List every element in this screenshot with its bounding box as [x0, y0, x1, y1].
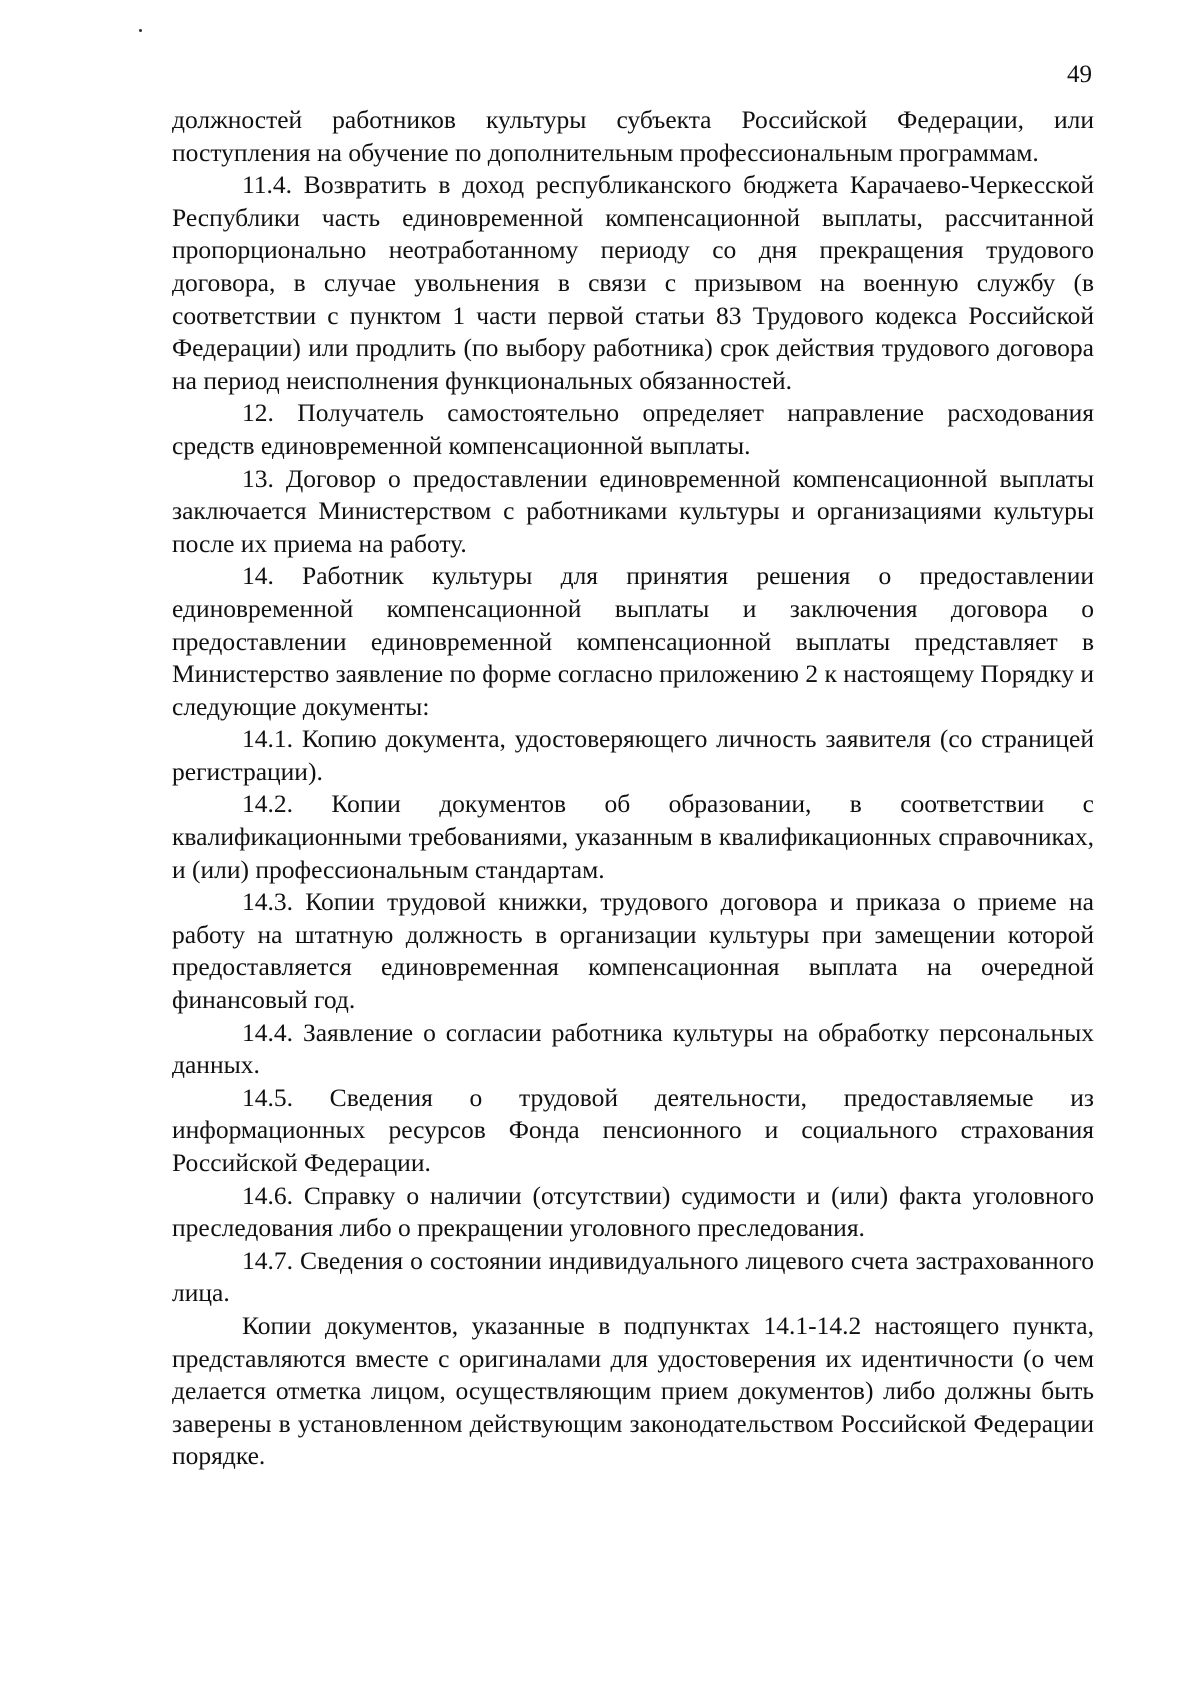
paragraph-14-5: 14.5. Сведения о трудовой деятельности, предоставляемые из информационных ресурсов Фонда пенсионного и социального страхования Российской Федерации. — [172, 1082, 1094, 1177]
paragraph-11-4: 11.4. Возвратить в доход республиканского бюджета Карачаево-Черкесской Республики часть единовременной компенсационной выплаты, рассчитанной пропорционально неотработанному периоду со дня прекращения трудового договора, в случае увольнения в связи с призывом на военную службу (в соответствии с пунктом 1 части первой статьи 83 Трудового кодекса Российской Федерации) или продлить (по выбору работника) срок действия трудового договора на период неисполнения функциональных обязанностей. — [172, 170, 1094, 395]
paragraph-14-3: 14.3. Копии трудовой книжки, трудового договора и приказа о приеме на работу на штатную должность в организации культуры при замещении которой предоставляется единовременная компенсационная выплата на очередной финансовый год. — [172, 887, 1094, 1015]
paragraph-14-6: 14.6. Справку о наличии (отсутствии) судимости и (или) факта уголовного преследования либо о прекращении уголовного преследования. — [172, 1180, 1094, 1243]
paragraph-13: 13. Договор о предоставлении единовременной компенсационной выплаты заключается Министерством с работниками культуры и организациями культуры после их приема на работу. — [172, 463, 1094, 558]
paragraph-continuation: должностей работников культуры субъекта Российской Федерации, или поступления на обучение по дополнительным профессиональным программам. — [172, 105, 1094, 167]
paragraph-14-1: 14.1. Копию документа, удостоверяющего личность заявителя (со страницей регистрации). — [172, 724, 1094, 786]
scan-speck — [139, 29, 142, 32]
paragraph-12: 12. Получатель самостоятельно определяет направление расходования средств единовременной компенсационной выплаты. — [172, 398, 1094, 460]
paragraph-14-2: 14.2. Копии документов об образовании, в соответствии с квалификационными требованиями, указанным в квалификационных справочниках, и (или) профессиональным стандартам. — [172, 789, 1094, 884]
body-text — [172, 104, 1094, 1473]
paragraph-copies: Копии документов, указанные в подпунктах 14.1-14.2 настоящего пункта, представляются вместе с оригиналами для удостоверения их идентичности (о чем делается отметка лицом, осуществляющим прием документов) либо должны быть заверены в установленном действующим законодательством Российской Федерации порядке. — [172, 1310, 1094, 1471]
paragraph-14-4: 14.4. Заявление о согласии работника культуры на обработку персональных данных. — [172, 1017, 1094, 1080]
paragraph-14: 14. Работник культуры для принятия решения о предоставлении единовременной компенсационной выплаты и заключения договора о предоставлении единовременной компенсационной выплаты представляет в Министерство заявление по форме согласно приложению 2 к настоящему Порядку и следующие документы: — [172, 561, 1094, 721]
paragraph-14-7: 14.7. Сведения о состоянии индивидуального лицевого счета застрахованного лица. — [172, 1245, 1094, 1308]
page-number: 49 — [1067, 61, 1092, 88]
